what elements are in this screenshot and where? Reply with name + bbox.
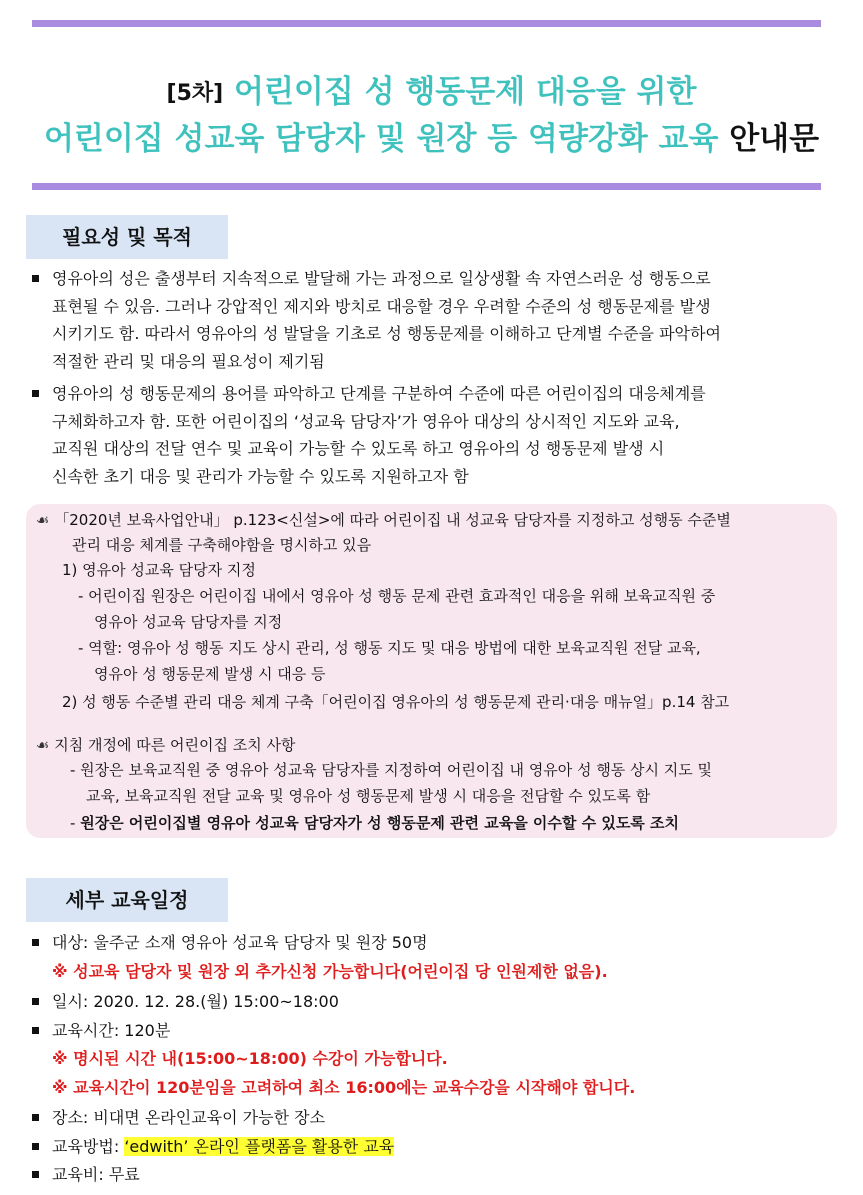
box-item1-a1: - 어린이집 원장은 어린이집 내에서 영유아 성 행동 문제 관련 효과적인 대응을 위해 보육교직원 중 <box>78 587 716 605</box>
bottom-divider <box>32 183 821 190</box>
purpose-1-line: 적절한 관리 및 대응의 필요성이 제기됨 <box>52 351 325 371</box>
bullet-square-icon <box>32 1027 39 1034</box>
ornament-icon: ☙ <box>36 511 50 529</box>
purpose-1-line: 시키기도 함. 따라서 영유아의 성 발달을 기초로 성 행동문제를 이해하고 단계별 수준을 파악하여 <box>52 324 721 343</box>
box-item1-b2: 영유아 성 행동문제 발생 시 대응 등 <box>94 665 326 683</box>
schedule-duration-note-2: ※ 교육시간이 120분임을 고려하여 최소 16:00에는 교육수강을 시작해야 합니다. <box>52 1078 636 1097</box>
schedule-duration: 교육시간: 120분 <box>32 1017 832 1045</box>
title-line-2-text: 어린이집 성교육 담당자 및 원장 등 역량강화 교육 <box>43 121 719 157</box>
method-value: ‘edwith’ 온라인 플랫폼을 활용한 교육 <box>124 1137 395 1156</box>
schedule-method <box>32 1133 832 1161</box>
bullet-square-icon <box>32 390 39 397</box>
bullet-square-icon <box>32 939 39 946</box>
ornament-icon: ☙ <box>36 736 50 754</box>
box-p1-line1: 「2020년 보육사업안내」 p.123<신설>에 따라 어린이집 내 성교육 담당자를 지정하고 성행동 수준별 <box>54 511 731 529</box>
purpose-bullet-1 <box>32 265 832 375</box>
box-p2-a2: 교육, 보육교직원 전달 교육 및 영유아 성 행동문제 발생 시 대응을 전담할 수 있도록 함 <box>86 787 651 805</box>
bullet-square-icon <box>32 275 39 282</box>
title-tag: [5차] <box>166 81 224 106</box>
box-item1-b1: - 역할: 영유아 성 행동 지도 상시 관리, 성 행동 지도 및 대응 방법에 대한 보육교직원 전달 교육, <box>78 639 701 657</box>
purpose-bullet-2 <box>32 380 832 490</box>
box-p1-line2: 관리 대응 체계를 구축해야함을 명시하고 있음 <box>72 536 372 554</box>
purpose-2-line: 교직원 대상의 전달 연수 및 교육이 가능할 수 있도록 하고 영유아의 성 행동문제 발생 시 <box>52 439 665 458</box>
schedule-target-note: ※ 성교육 담당자 및 원장 외 추가신청 가능합니다(어린이집 당 인원제한 없음). <box>52 962 608 981</box>
top-divider <box>32 20 821 27</box>
box-item2: 2) 성 행동 수준별 관리 대응 체계 구축「어린이집 영유아의 성 행동문제 관리·대응 매뉴얼」p.14 참고 <box>62 693 730 711</box>
box-item1: 1) 영유아 성교육 담당자 지정 <box>62 561 256 579</box>
title-line-2 <box>0 113 863 158</box>
box-item1-a2: 영유아 성교육 담당자를 지정 <box>94 613 283 631</box>
method-label: 교육방법: <box>52 1137 120 1156</box>
bullet-square-icon <box>32 1171 39 1178</box>
bullet-square-icon <box>32 1143 39 1150</box>
purpose-2-line: 신속한 초기 대응 및 관리가 가능할 수 있도록 지원하고자 함 <box>52 466 469 486</box>
box-p2-a1: - 원장은 보육교직원 중 영유아 성교육 담당자를 지정하여 어린이집 내 영유아 성 행동 상시 지도 및 <box>70 761 713 779</box>
purpose-section-title: 필요성 및 목적 <box>26 215 228 259</box>
schedule-place: 장소: 비대면 온라인교육이 가능한 장소 <box>32 1104 832 1132</box>
box-p2-title: 지침 개정에 따른 어린이집 조치 사항 <box>54 736 296 754</box>
schedule-section-title: 세부 교육일정 <box>26 878 228 922</box>
bullet-square-icon <box>32 998 39 1005</box>
title-line-1 <box>0 66 863 111</box>
title-line-2-end: 안내문 <box>729 121 820 157</box>
schedule-date: 일시: 2020. 12. 28.(월) 15:00~18:00 <box>32 988 832 1016</box>
bullet-square-icon <box>32 1114 39 1121</box>
box-p2-b: 원장은 어린이집별 영유아 성교육 담당자가 성 행동문제 관련 교육을 이수할 수 있도록 조치 <box>80 814 680 832</box>
schedule-duration-note-1: ※ 명시된 시간 내(15:00~18:00) 수강이 가능합니다. <box>52 1049 448 1068</box>
purpose-1-line: 표현될 수 있음. 그러나 강압적인 제지와 방치로 대응할 경우 우려할 수준의 성 행동문제를 발생 <box>52 296 711 316</box>
schedule-target: 대상: 울주군 소재 영유아 성교육 담당자 및 원장 50명 <box>32 929 832 957</box>
title-line-1-text: 어린이집 성 행동문제 대응을 위한 <box>234 74 697 110</box>
purpose-1-line: 영유아의 성은 출생부터 지속적으로 발달해 가는 과정으로 일상생활 속 자연스러운 성 행동으로 <box>52 269 711 288</box>
purpose-2-line: 영유아의 성 행동문제의 용어를 파악하고 단계를 구분하여 수준에 따른 어린이집의 대응체계를 <box>52 384 706 403</box>
purpose-2-line: 구체화하고자 함. 또한 어린이집의 ‘성교육 담당자’가 영유아 대상의 상시적인 지도와 교육, <box>52 411 680 431</box>
box-p2-b-dash: - <box>70 814 76 832</box>
schedule-fee: 교육비: 무료 <box>32 1161 832 1189</box>
